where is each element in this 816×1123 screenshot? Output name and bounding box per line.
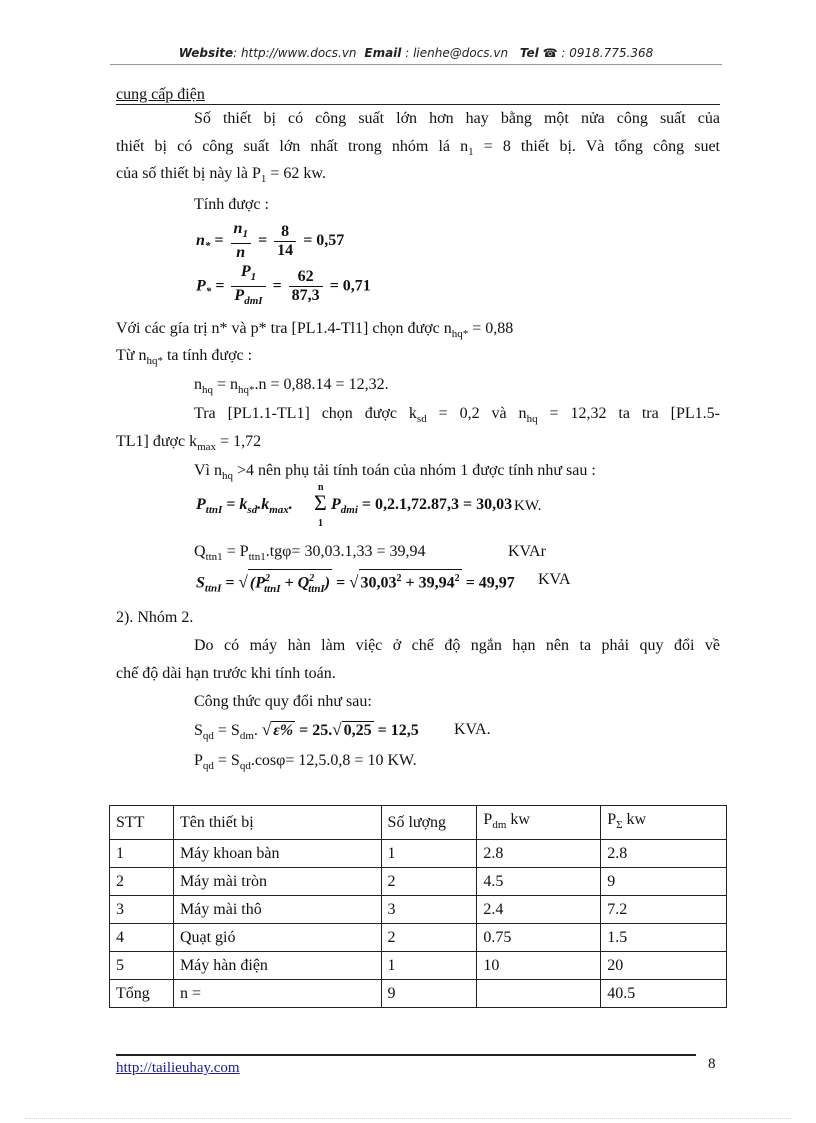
para2-line2: chế độ dài hạn trước khi tính toán. <box>116 665 336 682</box>
voi-cac-line: Với các gía trị n* và p* tra [PL1.4-Tl1] chọn được $n_{hq*} = 0,88$ <box>116 320 514 341</box>
topic-divider <box>116 104 720 105</box>
para1-line2: thiết bị có công suất lớn nhất trong nhóm lá $n_1 = 8$ thiết bị. Và tổng công suet <box>116 138 720 159</box>
footer-link[interactable]: http://tailieuhay.com <box>116 1060 240 1076</box>
website-url[interactable]: : http://www.docs.vn <box>233 46 357 60</box>
nhom2-heading: 2). Nhóm 2. <box>116 609 194 626</box>
page-number: 8 <box>708 1056 716 1072</box>
formula-ptt: $P_{ttnI} = k_{sd}.k_{max}$. n Σ 1 $P_{dmi} = 0,2.1,72.87,3 = 30,03$ KW. <box>196 482 542 529</box>
topic-title: cung cấp điện <box>116 86 205 103</box>
header-pdm: $P_{dm}$ kw <box>477 806 601 840</box>
qtt-line: $Q_{ttn1} = P_{ttn1}.tg\varphi= 30,03.1,33 = 39,94$ KVAr <box>194 543 546 564</box>
para1-line1: Số thiết bị có công suất lớn hơn hay bằng một nửa công suất của <box>194 110 720 127</box>
pqd-line: $P_{qd} = S_{qd}.\cos\varphi= 12,5.0,8 = 10$ KW. <box>194 752 417 773</box>
formula-p-star: $P_*$ = $\frac{P_1}{P_{dmI}}$ = $\frac{62}{87,3}$ = 0,71 <box>196 263 371 308</box>
formula-stt: $S_{ttnI}$ = √ $(P^2_{ttnI} + Q^2_{ttnI})$ = √ $30,03^2 + 39,94^2 = 49,97$ KVA <box>196 569 616 598</box>
table-total-row: Tổng n = 9 40.5 <box>110 980 727 1008</box>
website-label: Website <box>178 46 234 60</box>
page-header <box>110 46 722 60</box>
email-value[interactable]: : lienhe@docs.vn <box>405 46 509 60</box>
vi-nhq-line: Vì $n_{hq} >4$ nên phụ tải tính toán của nhóm 1 được tính như sau : <box>194 462 596 483</box>
tinh-duoc: Tính được : <box>194 196 269 213</box>
formula-n-star: $n_*$ = $\frac{n_1}{n}$ = $\frac{8}{14}$ = 0,57 <box>196 220 345 262</box>
header-qty: Số lượng <box>381 806 477 840</box>
tra-line1: Tra [PL1.1-TL1] chọn được $k_{sd} = 0,2$ và $n_{hq} = 12,32$ ta tra [PL1.5- <box>194 405 720 426</box>
table-row: 1 Máy khoan bàn 1 2.8 2.8 <box>110 840 727 868</box>
tra-line2: TL1] được $k_{max} = 1,72$ <box>116 433 262 454</box>
tel-label: Tel <box>519 46 539 60</box>
table-row: 2 Máy mài tròn 2 4.5 9 <box>110 868 727 896</box>
tel-value: ☎ : 0918.775.368 <box>542 46 654 60</box>
table-row: 3 Máy mài thô 3 2.4 7.2 <box>110 896 727 924</box>
header-name: Tên thiết bị <box>173 806 381 840</box>
sigma-symbol: Σ <box>314 490 327 515</box>
table-row: 4 Quạt gió 2 0.75 1.5 <box>110 924 727 952</box>
para1-line3: của số thiết bị này là $P_1 = 62$ kw. <box>116 165 326 186</box>
para2-line1: Do có máy hàn làm việc ở chế độ ngắn hạn nên ta phải quy đổi về <box>194 637 720 654</box>
header-stt: STT <box>110 806 174 840</box>
email-label: Email <box>364 46 402 60</box>
sqd-line: $S_{qd} = S_{dm}$. √ ε% = 25.√ 0,25 = 12,5 KVA. <box>194 720 491 743</box>
tu-nhq-line: Từ $n_{hq*}$ ta tính được : <box>116 347 253 368</box>
page-bottom-border <box>25 1118 791 1119</box>
equipment-table <box>109 805 727 1008</box>
nhq-calc-line: $n_{hq} = n_{hq*}.n = 0,88.14 = 12,32$. <box>194 376 389 397</box>
header-psum: $P_\Sigma$ kw <box>601 806 727 840</box>
header-divider <box>110 64 722 65</box>
footer-divider <box>116 1054 696 1056</box>
table-row: 5 Máy hàn điện 1 10 20 <box>110 952 727 980</box>
table-header-row <box>110 806 727 840</box>
cong-thuc: Công thức quy đổi như sau: <box>194 693 372 710</box>
